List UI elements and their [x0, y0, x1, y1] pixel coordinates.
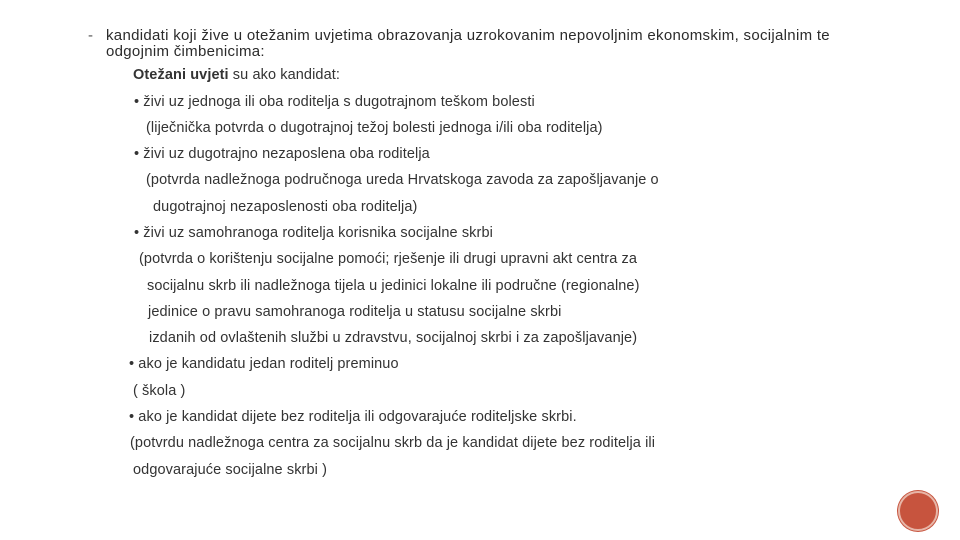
intro-rest: su ako kandidat: — [228, 67, 340, 83]
note-line-9: (potvrdu nadležnoga centra za socijalnu skrb da je kandidat dijete bez roditelja ili — [130, 435, 656, 451]
list-item-3: • živi uz samohranoga roditelja korisnika socijalne skrbi — [134, 225, 493, 241]
intro-line — [133, 67, 340, 83]
intro-bold: Otežani uvjeti — [133, 67, 229, 83]
note-line-2: (potvrda nadležnoga područnoga ureda Hrvatskoga zavoda za zapošljavanje o — [146, 172, 659, 188]
list-item-4: • ako je kandidatu jedan roditelj preminuo — [129, 356, 399, 372]
list-item-1: • živi uz jednoga ili oba roditelja s dugotrajnom teškom bolesti — [134, 94, 535, 110]
note-line-4: (potvrda o korištenju socijalne pomoći; rješenje ili drugi upravni akt centra za — [139, 251, 638, 267]
note-line-10: odgovarajuće socijalne skrbi ) — [133, 462, 328, 478]
list-item-5: • ako je kandidat dijete bez roditelja ili odgovarajuće roditeljske skrbi. — [129, 409, 577, 425]
note-line-6: jedinice o pravu samohranoga roditelja u statusu socijalne skrbi — [148, 304, 562, 320]
list-item-2: • živi uz dugotrajno nezaposlena oba roditelja — [134, 146, 430, 162]
note-line-7: izdanih od ovlaštenih službi u zdravstvu, socijalnoj skrbi i za zapošljavanje) — [149, 330, 638, 346]
note-line-1: (liječnička potvrda o dugotrajnoj težoj bolesti jednoga i/ili oba roditelja) — [146, 120, 603, 136]
heading-dash: - — [88, 27, 94, 44]
note-line-5: socijalnu skrb ili nadležnoga tijela u jedinici lokalne ili područne (regionalne) — [147, 278, 640, 294]
slide-number-badge — [898, 491, 938, 531]
heading-text: kandidati koji žive u otežanim uvjetima obrazovanja uzrokovanim nepovoljnim ekonomskim, socijalnim te odgojnim čimbenicima: — [106, 27, 830, 60]
heading — [88, 28, 868, 60]
note-line-3: dugotrajnoj nezaposlenosti oba roditelja) — [153, 199, 418, 215]
note-line-8: ( škola ) — [133, 383, 186, 399]
